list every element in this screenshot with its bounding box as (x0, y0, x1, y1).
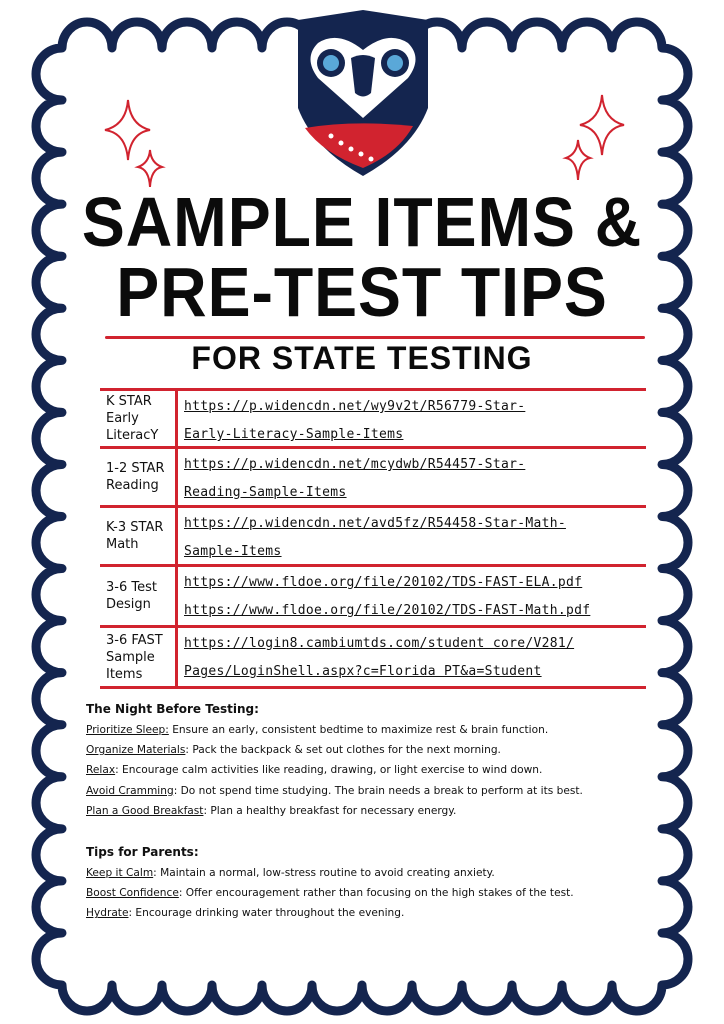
link[interactable]: Early-Literacy-Sample-Items (184, 427, 404, 442)
link[interactable]: Pages/LoginShell.aspx?c=Florida PT&a=Student (184, 664, 542, 679)
ram-shield-logo (293, 8, 433, 180)
tip-term: Prioritize Sleep: (86, 724, 169, 736)
link[interactable]: https://p.widencdn.net/avd5fz/R54458-Star-Math- (184, 516, 566, 531)
table-row (100, 628, 646, 689)
sparkle-icon (100, 95, 170, 195)
tip-item (86, 781, 583, 801)
links-table (100, 388, 646, 689)
tip-term: Plan a Good Breakfast (86, 804, 204, 817)
tip-text: : Do not spend time studying. The brain needs a break to perform at its best. (173, 784, 583, 797)
tip-term: Organize Materials (86, 744, 186, 757)
tip-term: Relax (86, 764, 116, 777)
link[interactable]: https://www.fldoe.org/file/20102/TDS-FAST-ELA.pdf (184, 575, 583, 590)
table-row (100, 388, 646, 449)
night-before-heading: The Night Before Testing: (86, 702, 259, 716)
title-line-1: SAMPLE ITEMS & (81, 183, 643, 261)
tip-text: : Pack the backpack & set out clothes for the next morning. (185, 744, 501, 757)
link[interactable]: https://login8.cambiumtds.com/student core/V281/ (184, 636, 575, 651)
tip-item (86, 863, 583, 883)
tip-text: : Encourage drinking water throughout the evening. (128, 907, 405, 920)
tip-text: : Plan a healthy breakfast for necessary energy. (203, 804, 457, 817)
link[interactable]: https://p.widencdn.net/wy9v2t/R56779-Star- (184, 399, 526, 414)
tip-item (86, 760, 583, 780)
tip-text: : Offer encouragement rather than focusing on the high stakes of the test. (178, 887, 574, 900)
link[interactable]: Sample-Items (184, 544, 282, 559)
divider (105, 336, 645, 339)
tip-item (86, 720, 583, 740)
row-label: K STAR Early LiteracY (100, 391, 178, 446)
tip-text: : Maintain a normal, low-stress routine to avoid creating anxiety. (153, 867, 495, 880)
table-row (100, 508, 646, 567)
row-label: K-3 STAR Math (100, 508, 178, 564)
tip-item (86, 801, 583, 821)
row-label: 1-2 STAR Reading (100, 449, 178, 505)
table-row (100, 567, 646, 628)
tip-text: Ensure an early, consistent bedtime to maximize rest & brain function. (168, 724, 549, 736)
tips-section (86, 698, 583, 924)
subtitle: FOR STATE TESTING (191, 340, 533, 376)
tip-term: Avoid Cramming (86, 784, 174, 797)
row-label: 3-6 FAST Sample Items (100, 628, 178, 686)
tip-text: : Encourage calm activities like reading, drawing, or light exercise to wind down. (115, 764, 543, 777)
tip-term: Hydrate (86, 907, 129, 920)
title-line-2: PRE-TEST TIPS (116, 253, 608, 331)
link[interactable]: Reading-Sample-Items (184, 485, 347, 500)
table-row (100, 449, 646, 508)
tip-item (86, 903, 583, 923)
tip-term: Keep it Calm (86, 867, 154, 880)
row-label: 3-6 Test Design (100, 567, 178, 625)
parents-heading: Tips for Parents: (86, 845, 199, 860)
link[interactable]: https://www.fldoe.org/file/20102/TDS-FAST-Math.pdf (184, 603, 591, 618)
sparkle-icon (560, 90, 630, 190)
tip-item (86, 883, 583, 903)
tip-item (86, 740, 583, 760)
tip-term: Boost Confidence (86, 887, 179, 900)
link[interactable]: https://p.widencdn.net/mcydwb/R54457-Star- (184, 457, 526, 472)
